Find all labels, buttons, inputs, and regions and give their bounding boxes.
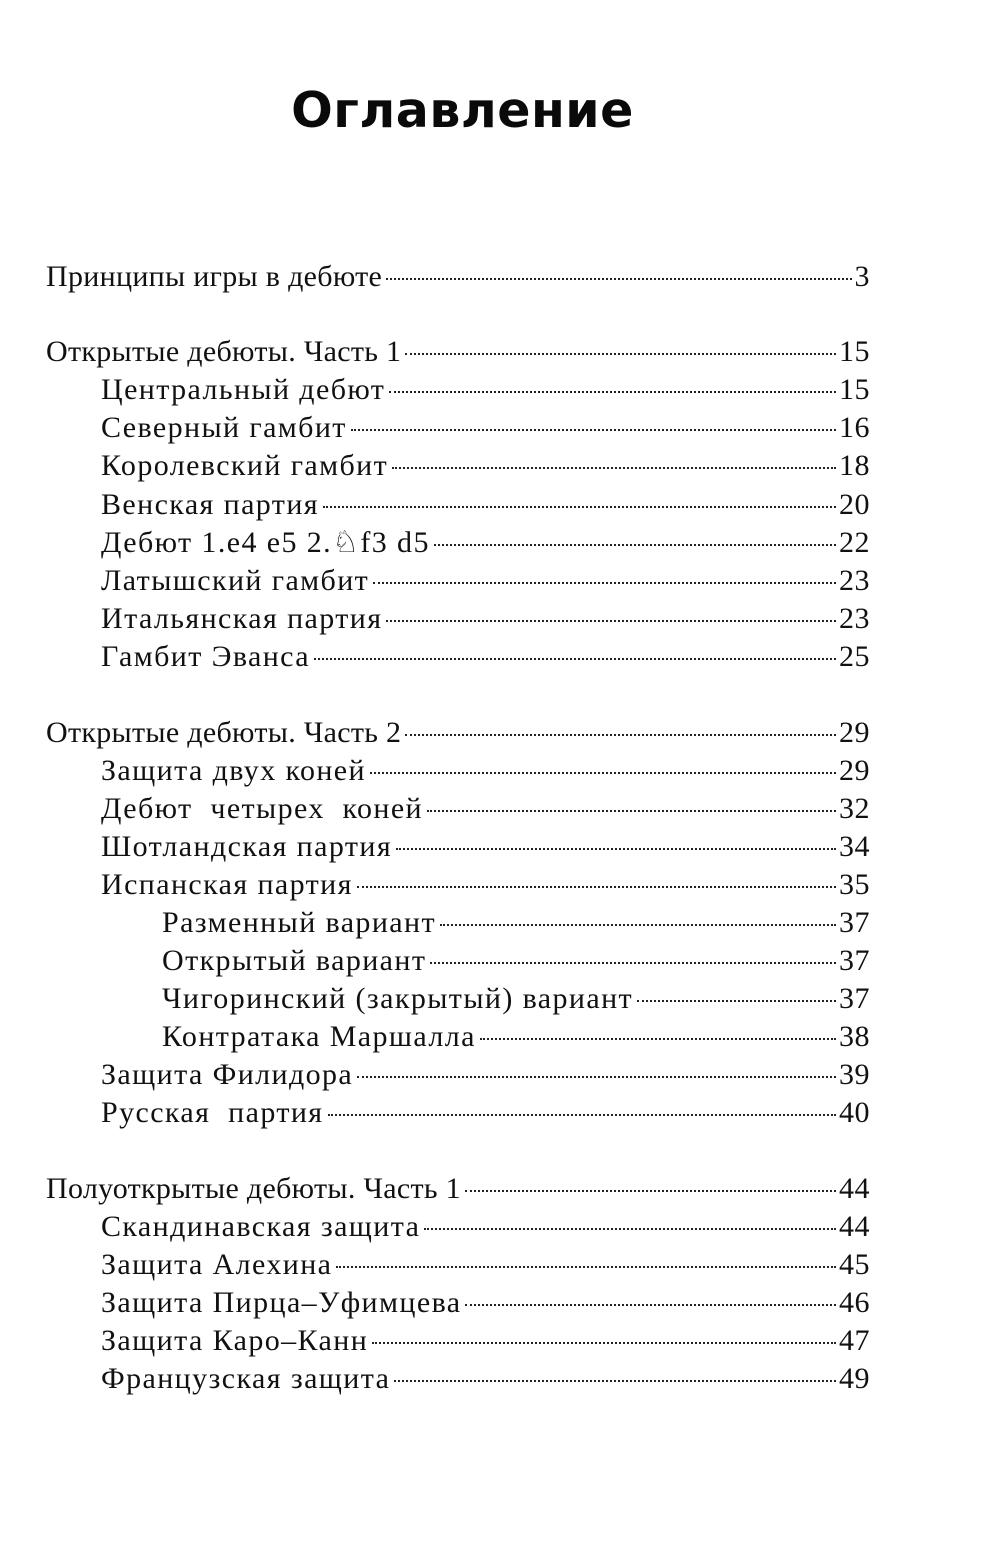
toc-entry[interactable] [101, 486, 870, 524]
toc-entry-label: Защита двух коней [101, 754, 366, 787]
toc-entry-page-number: 16 [839, 411, 870, 444]
toc-entry[interactable] [46, 258, 870, 296]
toc-entry-label: Контратака Маршалла [162, 1020, 476, 1053]
toc-entry-page-number: 34 [839, 830, 870, 863]
toc-entry-page-number: 39 [839, 1058, 870, 1091]
toc-entry-page-number: 15 [839, 335, 870, 368]
toc-entry-page-number: 29 [839, 754, 870, 787]
toc-entry-label: Чигоринский (закрытый) вариант [162, 982, 634, 1015]
toc-entry[interactable] [101, 790, 870, 828]
toc-entry-page-number: 37 [839, 982, 870, 1015]
dot-leader [430, 962, 836, 964]
toc-entry[interactable] [101, 752, 870, 790]
toc-entry-page-number: 37 [839, 906, 870, 939]
dot-leader [465, 1190, 836, 1192]
dot-leader [314, 658, 836, 660]
dot-leader [336, 1266, 836, 1268]
dot-leader [389, 391, 836, 393]
toc-entry-page-number: 40 [839, 1096, 870, 1129]
toc-entry-label: Открытый вариант [162, 944, 427, 977]
page-title: Оглавление [291, 82, 634, 139]
toc-entry-page-number: 23 [839, 564, 870, 597]
toc-entry-page-number: 49 [839, 1362, 870, 1395]
toc-entry-label: Дебют 1.e4 e5 2.♘f3 d5 [101, 526, 430, 559]
toc-entry-label: Защита Пирца–Уфимцева [101, 1286, 462, 1319]
toc-entry-page-number: 3 [854, 260, 870, 293]
toc-entry-label: Скандинавская защита [101, 1210, 421, 1243]
toc-entry-page-number: 37 [839, 944, 870, 977]
dot-leader [386, 278, 851, 280]
toc-entry-label: Французская защита [101, 1362, 391, 1395]
toc-entry[interactable] [46, 333, 870, 371]
toc-entry-label: Русская партия [101, 1096, 324, 1129]
toc-entry-page-number: 44 [839, 1172, 870, 1205]
toc-entry-page-number: 46 [839, 1286, 870, 1319]
dot-leader [373, 582, 836, 584]
dot-leader [427, 810, 836, 812]
toc-entry[interactable] [162, 942, 870, 980]
toc-entry-label: Шотландская партия [101, 830, 393, 863]
toc-entry-label: Дебют четырех коней [101, 792, 424, 825]
toc-entry-page-number: 35 [839, 868, 870, 901]
toc-entry[interactable] [162, 1018, 870, 1056]
dot-leader [372, 1342, 836, 1344]
toc-entry[interactable] [162, 904, 870, 942]
toc-entry-label: Венская партия [101, 488, 319, 521]
toc-entry-label: Королевский гамбит [101, 449, 389, 482]
dot-leader [392, 467, 836, 469]
toc-entry-page-number: 47 [839, 1324, 870, 1357]
dot-leader [394, 1380, 836, 1382]
toc-entry-label: Центральный дебют [101, 373, 386, 406]
toc-entry[interactable] [101, 638, 870, 676]
toc-entry[interactable] [46, 1170, 870, 1208]
dot-leader [637, 1000, 836, 1002]
toc-entry-page-number: 45 [839, 1248, 870, 1281]
toc-entry[interactable] [46, 714, 870, 752]
dot-leader [357, 886, 836, 888]
dot-leader [328, 1114, 837, 1116]
toc-entry-label: Защита Каро–Канн [101, 1324, 369, 1357]
toc-entry[interactable] [101, 828, 870, 866]
toc-entry-page-number: 20 [839, 488, 870, 521]
dot-leader [405, 353, 836, 355]
toc-entry[interactable] [101, 1094, 870, 1132]
toc-entry-page-number: 18 [839, 449, 870, 482]
toc-entry-page-number: 44 [839, 1210, 870, 1243]
toc-entry-page-number: 22 [839, 526, 870, 559]
toc-entry[interactable] [101, 866, 870, 904]
toc-entry-page-number: 15 [839, 373, 870, 406]
toc-entry-label: Итальянская партия [101, 602, 383, 635]
toc-entry-page-number: 38 [839, 1020, 870, 1053]
dot-leader [370, 772, 836, 774]
toc-entry-page-number: 32 [839, 792, 870, 825]
dot-leader [357, 1076, 836, 1078]
dot-leader [465, 1304, 836, 1306]
toc-entry[interactable] [101, 1360, 870, 1398]
toc-entry-label: Гамбит Эванса [101, 640, 310, 673]
dot-leader [424, 1228, 836, 1230]
toc-entry-label: Принципы игры в дебюте [46, 260, 383, 293]
dot-leader [434, 544, 836, 546]
dot-leader [351, 429, 836, 431]
toc-entry-label: Полуоткрытые дебюты. Часть 1 [46, 1172, 461, 1205]
toc-entry-label: Северный гамбит [101, 411, 347, 444]
toc-entry-label: Разменный вариант [162, 906, 436, 939]
toc-entry-page-number: 23 [839, 602, 870, 635]
dot-leader [440, 924, 836, 926]
toc-entry-page-number: 29 [839, 716, 870, 749]
dot-leader [323, 506, 836, 508]
toc-entry[interactable] [101, 409, 870, 447]
dot-leader [480, 1038, 836, 1040]
toc-entry-label: Защита Алехина [101, 1248, 333, 1281]
toc-entry[interactable] [101, 1056, 870, 1094]
toc-entry[interactable] [101, 1246, 870, 1284]
toc-entry-label: Латышский гамбит [101, 564, 370, 597]
toc-entry[interactable] [101, 1208, 870, 1246]
toc-entry[interactable] [101, 524, 870, 562]
toc-entry[interactable] [101, 447, 870, 485]
toc-entry[interactable] [101, 1322, 870, 1360]
toc-entry[interactable] [162, 980, 870, 1018]
toc-entry[interactable] [101, 1284, 870, 1322]
toc-entry-label: Защита Филидора [101, 1058, 354, 1091]
toc-entry-page-number: 25 [839, 640, 870, 673]
dot-leader [405, 734, 836, 736]
dot-leader [386, 620, 836, 622]
toc-entry[interactable] [101, 562, 870, 600]
dot-leader [396, 848, 836, 850]
toc-entry[interactable] [101, 600, 870, 638]
toc-entry-label: Испанская партия [101, 868, 353, 901]
toc-entry-label: Открытые дебюты. Часть 1 [46, 335, 402, 368]
toc-entry[interactable] [101, 371, 870, 409]
toc-entry-label: Открытые дебюты. Часть 2 [46, 716, 402, 749]
